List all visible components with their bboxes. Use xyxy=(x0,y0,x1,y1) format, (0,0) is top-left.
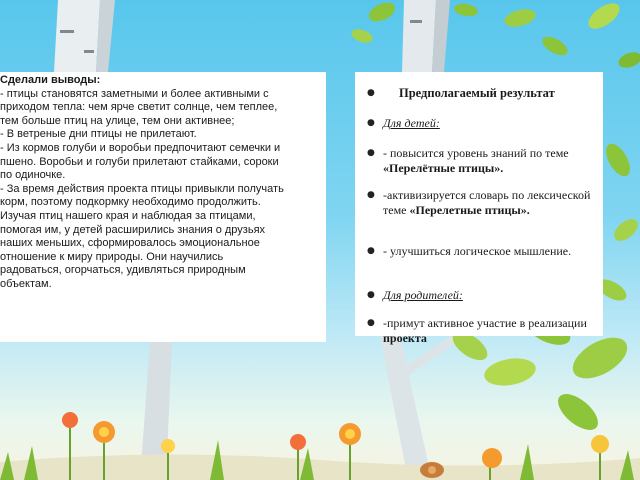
right-tree-trunk xyxy=(402,0,436,72)
left-tree-trunk xyxy=(54,0,100,72)
bullet-item xyxy=(367,116,593,131)
result-item-text: -примут активное участие в реализации xyxy=(383,316,587,330)
bullet-dot-icon: ● xyxy=(367,290,375,300)
conclusion-line: помогая им, у детей расширились знания о друзьях xyxy=(0,223,266,236)
bullet-item xyxy=(367,188,593,218)
conclusion-line: - птицы становятся заметными и более активными с xyxy=(0,87,269,100)
birch-mark xyxy=(60,30,74,33)
bullet-item xyxy=(367,146,593,176)
leaf xyxy=(366,0,398,25)
bullet-dot-icon: ● xyxy=(367,318,375,328)
conclusions-title: Сделали выводы: xyxy=(0,74,101,86)
result-item-text: -активизируется словарь по лексической теме xyxy=(383,188,591,217)
leaf xyxy=(350,27,375,46)
result-item-knowledge xyxy=(383,146,593,176)
conclusion-line: - В ветреные дни птицы не прилетают. xyxy=(0,128,197,141)
conclusion-line: приходом тепла: чем ярче светит солнце, чем теплее, xyxy=(0,101,278,114)
leaf xyxy=(584,0,624,34)
bullet-dot-icon: ● xyxy=(367,148,375,158)
conclusion-line: корм, поэтому подкормку необходимо продолжить. xyxy=(0,196,261,209)
leaf xyxy=(453,2,479,18)
leaf xyxy=(552,387,604,436)
conclusion-line: по одиночке. xyxy=(0,169,66,182)
leaf xyxy=(539,33,570,59)
bullet-dot-icon: ● xyxy=(367,88,375,98)
leaf xyxy=(482,355,538,390)
conclusion-line: пшено. Воробьи и голуби прилетают стайками, сороки xyxy=(0,155,279,168)
result-item-thinking: - улучшиться логическое мышление. xyxy=(383,244,572,258)
conclusion-line: тем больше птиц на улице, тем они активнее; xyxy=(0,114,235,127)
conclusion-line: отношение к миру природы. Они научились xyxy=(0,250,224,263)
bullet-dot-icon: ● xyxy=(367,118,375,128)
children-heading: Для детей: xyxy=(383,116,440,130)
bullet-dot-icon: ● xyxy=(367,190,375,200)
result-item-vocabulary xyxy=(383,188,593,218)
leaf xyxy=(610,215,640,245)
birch-mark xyxy=(410,20,422,23)
parents-heading: Для родителей: xyxy=(383,288,463,302)
result-item-topic: «Перелетные птицы». xyxy=(409,203,530,217)
birch-mark xyxy=(84,50,94,53)
results-title: Предполагаемый результат xyxy=(399,86,555,100)
result-item-participation xyxy=(383,316,603,346)
conclusion-line: Изучая птиц нашего края и наблюдая за птицами, xyxy=(0,209,256,222)
bullet-dot-icon: ● xyxy=(367,246,375,256)
conclusion-line: наших меньших, сформировалось эмоциональное xyxy=(0,237,260,250)
result-item-topic: проекта xyxy=(383,331,427,345)
bullet-item xyxy=(367,244,593,259)
leaf xyxy=(502,6,537,30)
conclusion-line: радоваться, огорчаться, удивляться природным xyxy=(0,264,246,277)
conclusion-line: - За время действия проекта птицы привыкли получать xyxy=(0,182,284,195)
leaf xyxy=(616,49,640,70)
expected-results-panel xyxy=(355,72,603,345)
conclusions-panel xyxy=(0,72,326,342)
conclusion-line: объектам. xyxy=(0,277,52,290)
bullet-item xyxy=(367,86,383,101)
conclusion-line: - Из кормов голуби и воробьи предпочитают семечки и xyxy=(0,141,281,154)
conclusions-text xyxy=(0,74,320,292)
result-item-text: - повысится уровень знаний по теме xyxy=(383,146,569,160)
leaf xyxy=(601,140,635,180)
result-item-topic: «Перелётные птицы». xyxy=(383,161,504,175)
bullet-item xyxy=(367,316,603,346)
bullet-item xyxy=(367,288,593,303)
snail-spiral xyxy=(428,466,436,474)
ground xyxy=(0,454,640,480)
